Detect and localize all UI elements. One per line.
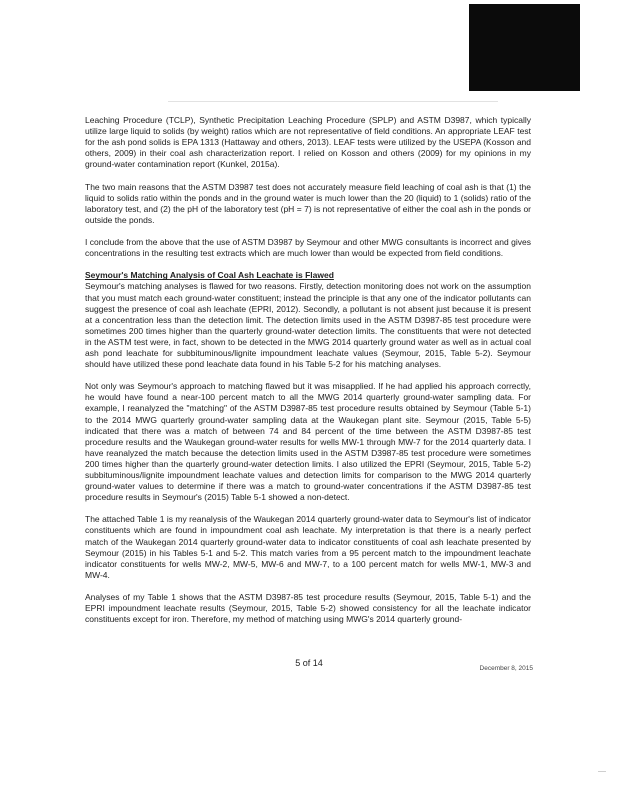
paragraph: The attached Table 1 is my reanalysis of the Waukegan 2014 quarterly ground-water data to Seymour's list of indicator constituents which are found in impoundment coal ash leachate. My interpretation is that there is a nearly perfect match of the Waukegan 2014 quarterly ground-water data to indicator constituents of coal ash leachate presented by Seymour (2015) in his Tables 5-1 and 5-2. This match varies from a 95 percent match to the impoundment leachate indicator constituents for wells MW-2, MW-5, MW-6 and MW-7, to a 100 percent match for wells MW-1, MW-3 and MW-4. bbox=[85, 514, 531, 580]
paragraph: The two main reasons that the ASTM D3987 test does not accurately measure field leaching of coal ash is that (1) the liquid to solids ratio within the ponds and in the ground water is much lower than the 20 (liquid) to 1 (solids) ratio of the laboratory test, and (2) the pH of the laboratory test (pH = 7) is not representative of either the coal ash in the ponds or outside the ponds. bbox=[85, 181, 531, 225]
paragraph: Leaching Procedure (TCLP), Synthetic Precipitation Leaching Procedure (SPLP) and ASTM D3987, which typically utilize large liquid to solids (by weight) ratios which are not representative of field conditions. An appropriate LEAF test for the ash pond solids is EPA 1313 (Hattaway and others, 2013). LEAF tests were utilized by the USEPA (Kosson and others, 2009) in their coal ash characterization report. I relied on Kosson and others (2009) for my opinions in my ground-water contamination report (Kunkel, 2015a). bbox=[85, 115, 531, 170]
header-rule bbox=[168, 101, 498, 102]
paragraph: Not only was Seymour's approach to matching flawed but it was misapplied. If he had applied his approach correctly, he would have found a near-100 percent match to all the MWG 2014 quarterly ground-water sampling data. For example, I reanalyzed the "matching" of the ASTM D3987-85 test procedure results obtained by Seymour (Table 5-1) to the 2014 MWG quarterly ground-water sampling data at the Waukegan plant site. Seymour (2015, Table 5-5) indicated that there was a match of between 74 and 84 percent of the time between the ASTM D3987-85 test procedure results and the Waukegan ground-water results for wells MW-1 through MW-7 for the 2014 quarterly data. I have reanalyzed the match because the detection limits used in the ASTM D3987-85 test procedure were sometimes 200 times higher than the quarterly ground-water detection limits. I also utilized the EPRI (Seymour, 2015, Table 5-2) subbituminous/lignite impoundment leachate values and detection limits for comparison to the MWG 2014 quarterly ground-water values to determine if there was a match to ground-water concentrations if the ASTM D3987-85 test procedure results in Seymour's (2015) Table 5-1 showed a non-detect. bbox=[85, 381, 531, 503]
body-text bbox=[85, 115, 531, 636]
footer-date: December 8, 2015 bbox=[479, 665, 533, 672]
scan-mark bbox=[598, 771, 606, 772]
section-heading: Seymour's Matching Analysis of Coal Ash Leachate is Flawed bbox=[85, 270, 334, 281]
redaction-block bbox=[469, 4, 580, 91]
page-number: 5 of 14 bbox=[295, 658, 323, 668]
paragraph: I conclude from the above that the use of ASTM D3987 by Seymour and other MWG consultants is incorrect and gives concentrations in the resulting test extracts which are much lower than would be expected from field conditions. bbox=[85, 237, 531, 259]
paragraph: Seymour's matching analyses is flawed for two reasons. Firstly, detection monitoring does not work on the assumption that you must match each ground-water constituent; instead the principle is that any one of the indicator pollutants can suggest the presence of coal ash leachate (EPRI, 2012). Secondly, a pollutant is not absent just because it is present at a concentration less than the detection limit. The detection limits used in the ASTM D3987-85 test procedure were sometimes 200 times higher than the quarterly ground-water detection limits. The constituents that were not detected in the ASTM test were, in fact, shown to be detected in the MWG 2014 quarterly ground water as well as in actual coal ash pond leachate for subbituminous/lignite impoundment leachate values (Seymour, 2015, Table 5-2). Seymour should have utilized these pond leachate data found in his Table 5-2 for his matching analyses. bbox=[85, 281, 531, 370]
paragraph: Analyses of my Table 1 shows that the ASTM D3987-85 test procedure results (Seymour, 2015, Table 5-1) and the EPRI impoundment leachate results (Seymour, 2015, Table 5-2) showed consistency for all the leachate indicator constituents except for iron. Therefore, my method of matching using MWG's 2014 quarterly ground- bbox=[85, 592, 531, 625]
